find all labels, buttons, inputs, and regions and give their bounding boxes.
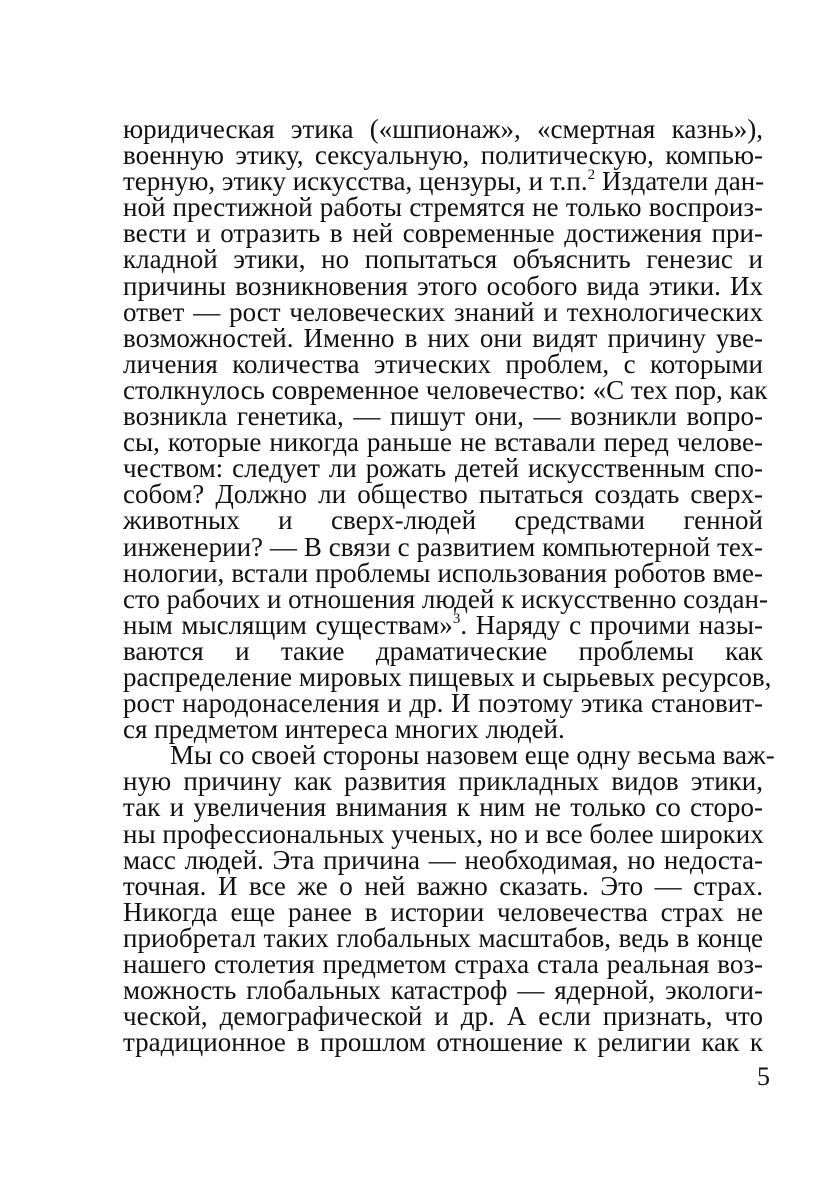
text-line: ся предметом интереса многих людей.	[123, 714, 565, 745]
text-line: собом? Должно ли общество пытаться создать сверх-	[123, 479, 763, 510]
text-line: ную причину как развития прикладных видов этики,	[123, 766, 763, 797]
text-line: ной престижной работы стремятся не только воспроиз-	[123, 192, 763, 223]
text-line: возможностей. Именно в них они видят причину уве-	[123, 322, 763, 353]
text-line: сто рабочих и отношения людей к искусственно создан-	[123, 583, 768, 614]
text-line: ны профессиональных ученых, но и все более широких	[123, 818, 764, 849]
text-line: масс людей. Эта причина — необходимая, но недоста-	[123, 844, 763, 875]
text-line: распределение мировых пищевых и сырьевых ресурсов,	[123, 661, 772, 692]
text-line: чеством: следует ли рожать детей искусственным спо-	[123, 453, 763, 484]
text-line: юридическая этика («шпионаж», «смертная казнь»),	[123, 114, 763, 144]
text-line: приобретал таких глобальных масштабов, ведь в конце	[123, 922, 763, 953]
text-line: ответ — рост человеческих знаний и технологических	[123, 296, 763, 327]
body-text	[123, 114, 775, 1058]
text-line-with-footnote	[123, 609, 763, 640]
text-line: Мы со своей стороны назовем еще одну весьма важ-	[170, 740, 775, 771]
text-line: точная. И все же о ней важно сказать. Это — страх.	[123, 870, 763, 901]
text-line: ваются и такие драматические проблемы как	[123, 635, 763, 666]
paragraph-1	[123, 114, 772, 745]
text-line: инженерии? — В связи с развитием компьютерной тех-	[123, 531, 763, 562]
text-line: нологии, встали проблемы использования роботов вме-	[123, 557, 763, 588]
text-line: рост народонаселения и др. И поэтому этика становит-	[123, 688, 763, 719]
text-line: сы, которые никогда раньше не вставали перед челове-	[123, 427, 763, 458]
text-line: причины возникновения этого особого вида этики. Их	[123, 270, 763, 301]
text-line: военную этику, сексуальную, политическую, компью-	[123, 140, 763, 171]
text-line: животных и сверх-людей средствами генной	[123, 505, 763, 536]
text-line: столкнулось современное человечество: «С тех пор, как	[123, 374, 768, 405]
paragraph-2	[123, 740, 775, 1058]
text-line: вести и отразить в ней современные достижения при-	[123, 218, 763, 249]
text-line: традиционное в прошлом отношение к религии как к	[123, 1027, 763, 1058]
text-line: Никогда еще ранее в истории человечества страх не	[123, 896, 763, 927]
text-line: ческой, демографической и др. А если признать, что	[123, 1001, 763, 1032]
text-line: личения количества этических проблем, с которыми	[123, 348, 763, 379]
text-segment: терную, этику искусства, цензуры, и т.п.	[123, 166, 588, 197]
footnote-ref-2: 2	[587, 167, 596, 184]
text-line: возникла генетика, — пишут они, — возникли вопро-	[123, 401, 763, 432]
footnote-ref-3: 3	[452, 610, 461, 627]
text-segment: . Наряду с прочими назы-	[460, 609, 763, 640]
text-line: так и увеличения внимания к ним не только со сторо-	[123, 792, 763, 823]
text-line: кладной этики, но попытаться объяснить генезис и	[123, 244, 763, 275]
text-segment: ным мыслящим существам»	[123, 609, 453, 640]
page-number: 5	[757, 1062, 770, 1091]
text-line: можность глобальных катастроф — ядерной, экологи-	[123, 975, 763, 1006]
text-segment: Издатели дан-	[595, 166, 765, 197]
text-line: нашего столетия предметом страха стала реальная воз-	[123, 949, 763, 979]
text-line-with-footnote	[123, 166, 765, 197]
